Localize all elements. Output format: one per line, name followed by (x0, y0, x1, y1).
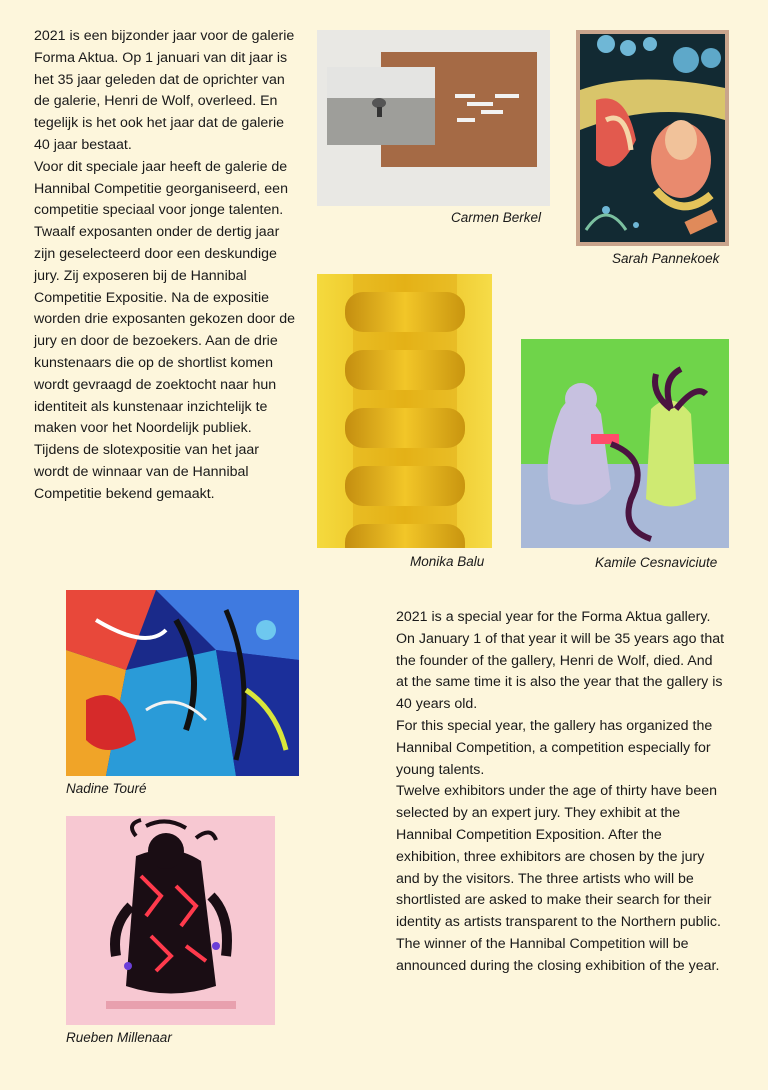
artwork-caption: Sarah Pannekoek (612, 251, 720, 266)
artwork-sarah-pannekoek (576, 30, 729, 246)
artwork-caption: Kamile Cesnaviciute (595, 555, 718, 570)
artwork-caption: Carmen Berkel (451, 210, 542, 225)
english-paragraph: Twelve exhibitors under the age of thirty have been selected by an expert jury. They exhibit at the Hannibal Competition Exposition. After the exhibition, three exhibitors are chosen by the jury and by the visitors. The three artists who will be shortlisted are asked to make their search for their identity as artists transparent to the Northern public. (396, 783, 721, 931)
dutch-paragraph: Twaalf exposanten onder de dertig jaar zijn geselecteerd door een deskundige jury. Zij exposeren bij de Hannibal Competitie Expositie. Na de expositie worden drie exposanten gekozen door de jury en door de bezoekers. Aan de drie kunstenaars die op de shortlist komen wordt gevraagd de zoektocht naar hun identiteit als kunstenaar inzichtelijk te maken voor het Noordelijk publiek. (34, 224, 296, 437)
english-paragraph: For this special year, the gallery has organized the Hannibal Competition, a competition especially for young talents. (396, 717, 713, 778)
english-paragraph: The winner of the Hannibal Competition will be announced during the closing exhibition of the year. (396, 935, 720, 974)
artwork-kamile-cesnaviciute (521, 339, 729, 548)
artwork-caption: Rueben Millenaar (66, 1030, 172, 1045)
english-paragraph: 2021 is a special year for the Forma Aktua gallery. On January 1 of that year it will be 35 years ago that the founder of the gallery, Henri de Wolf, died. And at the same time it is also the year that the gallery is 40 years old. (396, 609, 725, 713)
dutch-paragraph: Voor dit speciale jaar heeft de galerie de Hannibal Competitie georganiseerd, een competitie speciaal voor jonge talenten. (34, 158, 288, 219)
artwork-caption: Monika Balu (410, 554, 485, 569)
dutch-text-block (34, 26, 296, 506)
artwork-monika-balu (317, 274, 492, 548)
artwork-rueben-millenaar (66, 816, 275, 1025)
artwork-caption: Nadine Touré (66, 781, 147, 796)
dutch-paragraph: 2021 is een bijzonder jaar voor de galerie Forma Aktua. Op 1 januari van dit jaar is het 35 jaar geleden dat de oprichter van de galerie, Henri de Wolf, overleed. En tegelijk is het ook het jaar dat de galerie 40 jaar bestaat. (34, 28, 295, 153)
artwork-carmen-berkel (317, 30, 550, 206)
english-text-block (396, 607, 726, 978)
dutch-paragraph: Tijdens de slotexpositie van het jaar wordt de winnaar van de Hannibal Competitie bekend gemaakt. (34, 442, 260, 502)
artwork-nadine-toure (66, 590, 299, 776)
